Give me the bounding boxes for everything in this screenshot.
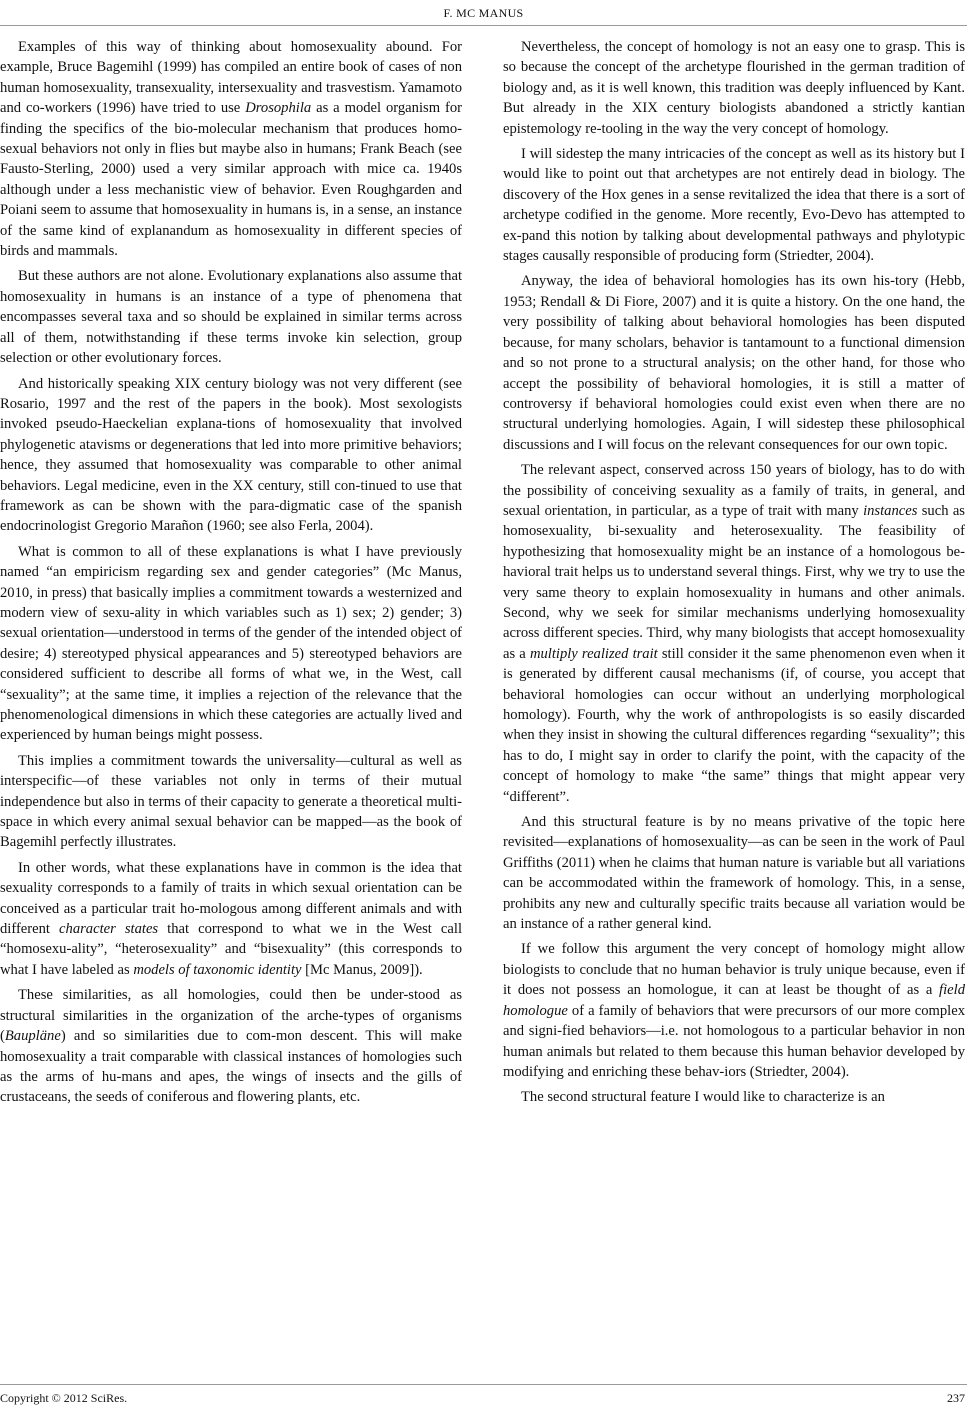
paragraph [503, 144, 965, 266]
text-run: I will sidestep the many intricacies of the concept as well as its history but I would like to point out that archetypes are not entirely dead in biology. The discovery of the Hox genes in a sense revitalized the idea that there is a sort of archetype codified in the genome. More recently, Evo-Devo has attempted to ex-pand this notion by talking about developmental pathways and phylotypic stages causally responsible of producing form (Striedter, 2004). [503, 146, 965, 265]
running-head: F. MC MANUS [443, 6, 524, 20]
footer-copyright: Copyright © 2012 SciRes. [0, 1391, 128, 1405]
text-run: Anyway, the idea of behavioral homologies has its own his-tory (Hebb, 1953; Rendall & Di Fiore, 2007) and it is quite a history. On the one hand, the very possibility of talking about behavioral homologies has been disputed because, for many scholars, behavior is tantamount to a functional dimension and so not prone to a structural analysis; on the other hand, for those who accept the possibility of behavioral homologies, it is still a matter of controversy if behavioral homologies could exist even when there are no structural underlying homologies. Again, I will sidestep these philosophical discussions and I will focus on the relevant consequences for our own topic. [503, 273, 965, 453]
text-run: These similarities, as all homologies, could then be under-stood as structural similarities in the organization of the arche-types of organisms ( [0, 987, 462, 1045]
paragraph [0, 266, 462, 368]
text-run: Examples of this way of thinking about homosexuality abound. For example, Bruce Bagemihl (1999) has compiled an entire book of cases of non human homosexuality, transexuality, intersexuality and trasvestism. Yamamoto and co-workers (1996) have tried to use [0, 39, 462, 117]
text-run: still consider it the same phenomenon even when it is generated by different causal mechanisms (if, of course, you accept that behavioral homologies can occur without an underlying morphological homology). Fourth, why the work of anthropologists is so easily discarded when they insist in showing the cultural differences regarding “sexuality”; this has to do, I might say in order to clarify the point, with the capacity of the concept of homology to make “the same” things that might appear very “different”. [503, 645, 965, 805]
text-run: of a family of behaviors that were precursors of our more complex and signi-fied behaviors—i.e. not homologous to a particular behavior in non human animals but related to them because this human behavior developed by modifying and enriching these behav-iors (Striedter, 2004). [503, 1002, 965, 1080]
italic-text: field homologue [503, 982, 965, 1019]
text-run: The second structural feature I would like to characterize is an [521, 1089, 885, 1106]
paragraph [0, 542, 462, 746]
text-run: that correspond to what we in the West call “homosexu-ality”, “heterosexuality” and “bisexuality” (this corresponds to what I have labeled as [0, 921, 462, 978]
text-run: If we follow this argument the very concept of homology might allow biologists to conclude that no human behavior is truly unique because, even if it does not possess an homologue, it can at least be thought of as a [503, 941, 965, 999]
text-run: And this structural feature is by no means privative of the topic here revisited—explanations of homosexuality—as can be seen in the work of Paul Griffiths (2011) when he claims that human nature is variable but all variations can be accommodated within the framework of homology. This, in a sense, prohibits any new and culturally specific traits because all variation would be an instance of a rather general kind. [503, 814, 965, 933]
text-run: as a model organism for finding the specifics of the bio-molecular mechanism that produces homo-sexual behaviors not only in flies but maybe also in humans; Frank Beach (see Fausto-Sterling, 2000) used a very similar approach with mice ca. 1940s although under a less mechanistic view of behavior. Even Roughgarden and Poiani seem to assume that homosexuality in humans is, in a sense, an instance of the same kind of explanandum as homosexuality in different species of birds and mammals. [0, 100, 462, 260]
paragraph [503, 939, 965, 1082]
paragraph [503, 1087, 965, 1107]
page-number: 237 [947, 1391, 965, 1405]
paragraph [503, 812, 965, 934]
paragraph [503, 37, 965, 139]
text-run: In other words, what these explanations have in common is the idea that sexuality corresponds to a family of traits in which sexual orientation can be conceived as a particular trait ho-mologous among different animals and with different [0, 859, 462, 938]
text-run: But these authors are not alone. Evolutionary explanations also assume that homosexuality in humans is an instance of a type of phenomena that encompasses several taxa and so should be explained in similar terms across all of them, notwithstanding if these terms invoke kin selection, group selection or other evolutionary forces. [0, 268, 462, 367]
text-run: [Mc Manus, 2009]). [301, 961, 423, 978]
paragraph [0, 751, 462, 853]
italic-text: Baupläne [4, 1028, 61, 1045]
text-run: And historically speaking XIX century biology was not very different (see Rosario, 1997 and the rest of the papers in the book). Most sexologists invoked pseudo-Haeckelian explana-tions of homosexuality that involved phylogenetic atavisms or degenerations that led into more primitive behaviors; hence, they assumed that homosexuality was comparable to other animal behaviors. Legal medicine, even in the XX century, still con-tinued to use that framework as can be shown with the para-digmatic case of the spanish endocrinologist Gregorio Marañon (1960; see also Ferla, 2004). [0, 375, 462, 535]
text-run: What is common to all of these explanations is what I have previously named “an empiricism regarding sex and gender categories” (Mc Manus, 2010, in press) that basically implies a commitment towards a westernized and modern view of sexu-ality in which variables such as 1) sex; 2) gender; 3) sexual orientation—understood in terms of the gender of the intended object of desire; 4) stereotyped physical appearances and 5) stereotyped behaviors are considered sufficient to describe all forms of what we, in the West, call “sexuality”; at the same time, it implies a rejection of the relevance that the phenomenological dimensions in which these categories are actually lived and experienced by human beings might possess. [0, 543, 462, 744]
italic-text: Drosophila [245, 100, 312, 117]
paragraph [0, 37, 462, 261]
right-column [503, 37, 965, 1113]
header-rule [0, 25, 967, 26]
footer-rule [0, 1384, 967, 1385]
italic-text: models of taxonomic identity [133, 961, 302, 978]
paragraph [0, 985, 462, 1107]
paragraph [0, 858, 462, 980]
italic-text: character states [59, 921, 159, 938]
italic-text: multiply realized trait [529, 645, 658, 662]
text-run: such as homosexuality, bi-sexuality and heterosexuality. The feasibility of hypothesizing that homosexuality might be an instance of a homologous be-havioral trait helps us to understand several things. First, why we try to use the very same theory to explain homosexuality in humans and other animals. Second, why we seek for similar mechanisms underlying homosexuality across different species. Third, why many biologists that accept homosexuality as a [503, 502, 965, 662]
text-run: ) and so similarities due to com-mon descent. This will make homosexuality a trait comparable with classical instances of homologies such as the arms of hu-mans and apes, the wings of insects and the gills of crustaceans, the seeds of coniferous and flowering plants, etc. [0, 1028, 462, 1106]
left-column [0, 37, 462, 1113]
italic-text: instances [863, 502, 918, 519]
text-run: The relevant aspect, conserved across 150 years of biology, has to do with the possibility of conceiving sexuality as a family of traits, in general, and sexual orientation, in particular, as a type of trait with many [503, 462, 965, 519]
paragraph [503, 460, 965, 807]
text-run: This implies a commitment towards the universality—cultural as well as interspecific—of these variables not only in terms of their mutual independence but also in terms of their capacity to generate a theoretical multi-space in which every animal sexual behavior can be mapped—as the book of Bagemihl perfectly illustrates. [0, 752, 462, 851]
text-run: Nevertheless, the concept of homology is not an easy one to grasp. This is so because the concept of the archetype flourished in the german tradition of biology and, as it is well known, this tradition was deeply influenced by Kant. But already in the XIX century biologists abandoned a strictly kantian epistemology re-tooling in the way the very concept of homology. [503, 39, 965, 137]
paragraph [503, 271, 965, 455]
paragraph [0, 374, 462, 537]
